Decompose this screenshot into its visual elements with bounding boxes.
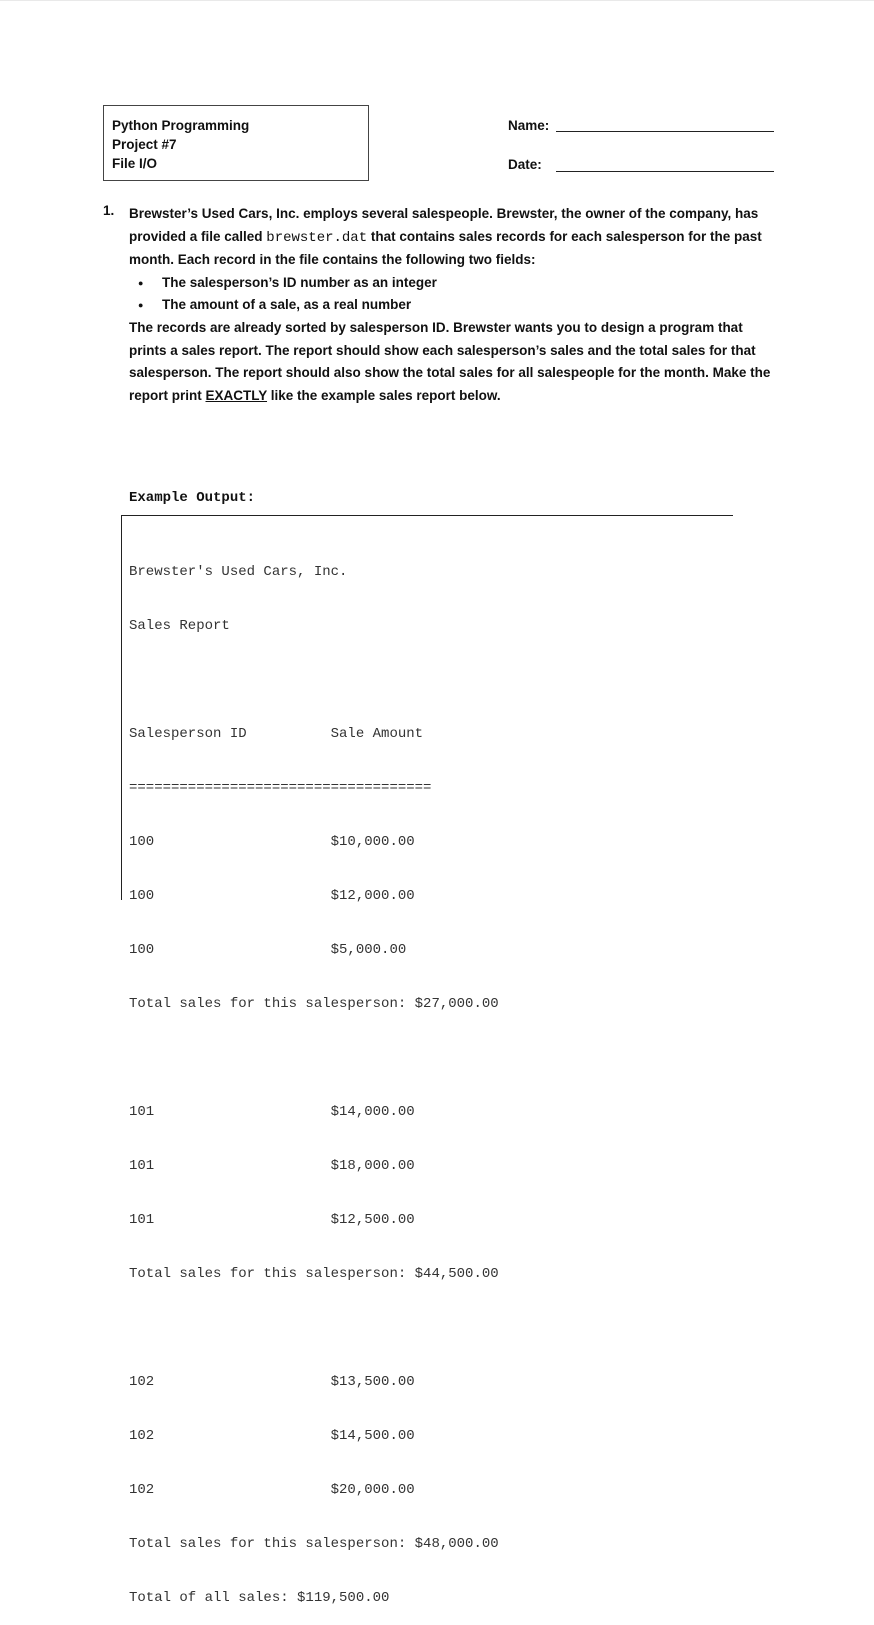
- output-line: 100 $10,000.00: [129, 834, 415, 850]
- intro-part-b: that contains sales records for each salesperson for the past month. Each record in the file contains the following two fields:: [129, 228, 762, 268]
- filename: brewster.dat: [266, 229, 368, 246]
- output-top-rule: [121, 515, 733, 516]
- project-topic: File I/O: [112, 156, 158, 171]
- question-intro: [129, 203, 779, 272]
- date-line: [556, 171, 774, 172]
- output-line: Total sales for this salesperson: $27,000.00: [129, 996, 499, 1012]
- output-line: Brewster's Used Cars, Inc.: [129, 564, 348, 580]
- date-label: Date:: [508, 157, 542, 172]
- body-part-b: like the example sales report below.: [267, 387, 501, 403]
- output-line: 100 $12,000.00: [129, 888, 415, 904]
- example-output-label: Example Output:: [129, 490, 256, 506]
- list-item: ● The salesperson’s ID number as an integer: [129, 272, 779, 295]
- example-output: [129, 527, 499, 1625]
- question-number: 1.: [103, 203, 115, 218]
- field-list: [129, 272, 779, 317]
- output-line: Total sales for this salesperson: $44,500.00: [129, 1266, 499, 1282]
- course-header-box: [103, 105, 369, 181]
- question-text: [129, 203, 779, 407]
- name-label: Name:: [508, 118, 550, 133]
- emphasis-exactly: EXACTLY: [205, 387, 268, 403]
- output-line: 101 $12,500.00: [129, 1212, 415, 1228]
- question-instructions: [129, 317, 779, 407]
- output-line: 101 $18,000.00: [129, 1158, 415, 1174]
- output-line: 102 $13,500.00: [129, 1374, 415, 1390]
- output-line: [129, 1319, 499, 1337]
- body-part-a: The records are already sorted by salesperson ID. Brewster wants you to design a program that prints a sales report. The report should show each salesperson’s sales and the total sales for that salesperson. The report should also show the total sales for all salespeople for the month. Make the report print: [129, 319, 771, 403]
- intro-part-a: Brewster’s Used Cars, Inc. employs several salespeople. Brewster, the owner of the company, has provided a file called: [129, 206, 759, 244]
- output-line: Total of all sales: $119,500.00: [129, 1590, 390, 1606]
- output-left-rule: [121, 516, 122, 900]
- output-line: Sales Report: [129, 618, 230, 634]
- course-title: Python Programming: [112, 118, 250, 133]
- output-line: [129, 671, 499, 689]
- name-line: [556, 131, 774, 132]
- output-line: Salesperson ID Sale Amount: [129, 726, 424, 742]
- output-line: 100 $5,000.00: [129, 942, 407, 958]
- output-line: Total sales for this salesperson: $48,000.00: [129, 1536, 499, 1552]
- date-field: [508, 157, 542, 172]
- output-line: 102 $14,500.00: [129, 1428, 415, 1444]
- output-line: 102 $20,000.00: [129, 1482, 415, 1498]
- project-number: Project #7: [112, 137, 177, 152]
- output-line: 101 $14,000.00: [129, 1104, 415, 1120]
- page-top-edge: [0, 0, 874, 1]
- name-field: [508, 118, 549, 133]
- list-item: ● The amount of a sale, as a real number: [129, 294, 779, 317]
- output-line: [129, 1049, 499, 1067]
- output-line: ====================================: [129, 780, 432, 796]
